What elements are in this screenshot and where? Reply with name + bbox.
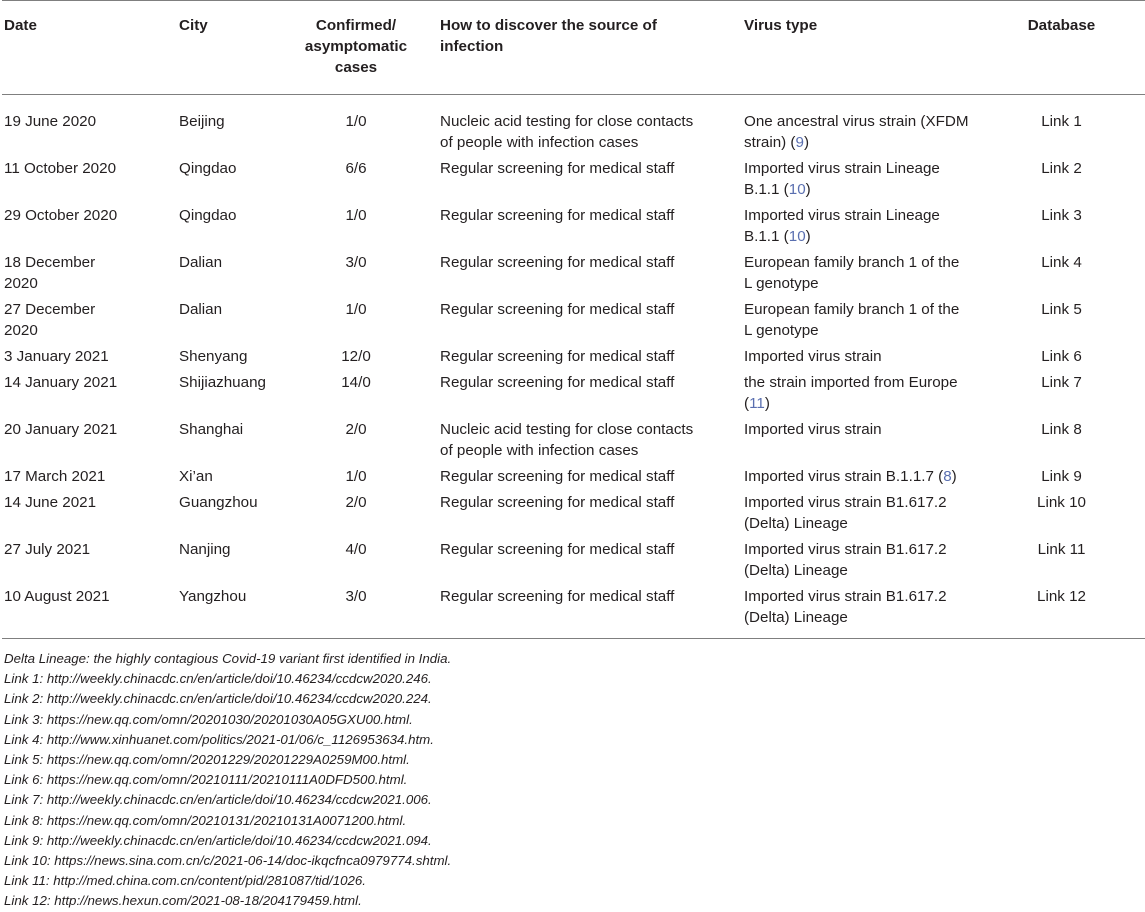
cell-date xyxy=(2,466,179,492)
cell-database-text: Link 8 xyxy=(1041,421,1082,438)
cell-city-text: Shijiazhuang xyxy=(179,374,266,391)
cell-cases-text: 1/0 xyxy=(345,301,367,318)
footnote-link: Link 7: http://weekly.chinacdc.cn/en/article/doi/10.46234/ccdcw2021.006. xyxy=(4,792,432,808)
table-container xyxy=(2,0,1143,912)
cell-how xyxy=(438,466,744,492)
cell-how-text: Nucleic acid testing for close contacts of people with infection cases xyxy=(440,113,694,151)
cell-how-text: Regular screening for medical staff xyxy=(440,541,675,558)
cell-database xyxy=(976,299,1145,346)
cell-virus-text xyxy=(744,252,969,294)
cell-how xyxy=(438,205,744,252)
virus-type-text: One ancestral virus strain (XFDM strain) ( xyxy=(744,113,969,151)
cell-database-text: Link 10 xyxy=(1037,494,1086,511)
virus-type-text: Imported virus strain B1.617.2 (Delta) Lineage xyxy=(744,541,947,579)
cell-virus xyxy=(744,158,976,205)
cell-date xyxy=(2,539,179,586)
cell-how-text: Regular screening for medical staff xyxy=(440,301,675,318)
header-date: Date xyxy=(4,17,37,34)
cell-cases-text: 1/0 xyxy=(345,468,367,485)
cell-database xyxy=(976,539,1145,586)
cell-cases-text: 6/6 xyxy=(345,160,367,177)
cell-cases xyxy=(274,299,438,346)
footnote-link: Link 6: https://new.qq.com/omn/20210111/20210111A0DFD500.html. xyxy=(4,772,408,788)
cell-database xyxy=(976,492,1145,539)
virus-type-text: Imported virus strain B.1.1.7 ( xyxy=(744,468,944,485)
cell-cases xyxy=(274,492,438,539)
table-header-row xyxy=(2,1,1145,95)
cell-database xyxy=(976,252,1145,299)
table-body xyxy=(2,95,1145,639)
virus-type-text: Imported virus strain xyxy=(744,348,882,365)
cell-virus xyxy=(744,205,976,252)
cell-how-text: Regular screening for medical staff xyxy=(440,374,675,391)
virus-type-text: the strain imported from Europe ( xyxy=(744,374,958,412)
cell-city-text: Dalian xyxy=(179,254,223,271)
cell-city xyxy=(179,492,274,539)
table-row xyxy=(2,419,1145,466)
cell-database xyxy=(976,419,1145,466)
cell-virus xyxy=(744,419,976,466)
table-row xyxy=(2,346,1145,372)
cell-cases xyxy=(274,158,438,205)
cell-database-text: Link 9 xyxy=(1041,468,1082,485)
cell-city-text: Yangzhou xyxy=(179,588,247,605)
cell-how-text: Nucleic acid testing for close contacts of people with infection cases xyxy=(440,421,694,459)
cell-cases xyxy=(274,252,438,299)
cell-virus xyxy=(744,466,976,492)
cell-how xyxy=(438,346,744,372)
cell-city xyxy=(179,346,274,372)
virus-type-text: Imported virus strain B1.617.2 (Delta) Lineage xyxy=(744,588,947,626)
footnote-link: Link 8: https://new.qq.com/omn/20210131/20210131A0071200.html. xyxy=(4,812,407,828)
reference-close-paren: ) xyxy=(803,134,809,151)
cell-database xyxy=(976,372,1145,419)
footnote-link: Link 12: http://news.hexun.com/2021-08-18/204179459.html. xyxy=(4,893,362,909)
cell-virus-text xyxy=(744,205,969,247)
cell-database xyxy=(976,346,1145,372)
cell-date-text: 10 August 2021 xyxy=(4,588,110,605)
reference-link[interactable]: 10 xyxy=(788,181,806,198)
footnote-link: Link 3: https://new.qq.com/omn/20201030/20201030A05GXU00.html. xyxy=(4,711,413,727)
footnote-link: Link 10: https://news.sina.com.cn/c/2021-06-14/doc-ikqcfnca0979774.shtml. xyxy=(4,853,452,869)
table-row xyxy=(2,492,1145,539)
footnote-link: Link 2: http://weekly.chinacdc.cn/en/article/doi/10.46234/ccdcw2020.224. xyxy=(4,691,432,707)
cell-virus xyxy=(744,586,976,639)
cell-how xyxy=(438,419,744,466)
cell-virus-text xyxy=(744,492,969,534)
cell-city xyxy=(179,205,274,252)
virus-type-text: Imported virus strain Lineage B.1.1 ( xyxy=(744,207,940,245)
outbreak-table xyxy=(2,0,1145,639)
cell-date-text: 27 December 2020 xyxy=(4,301,96,339)
cell-date xyxy=(2,492,179,539)
cell-virus-text xyxy=(744,299,969,341)
table-row xyxy=(2,586,1145,639)
reference-link[interactable]: 8 xyxy=(943,468,952,485)
cell-database-text: Link 3 xyxy=(1041,207,1082,224)
cell-virus-text xyxy=(744,158,969,200)
cell-virus xyxy=(744,252,976,299)
reference-link[interactable]: 11 xyxy=(749,395,765,412)
cell-city-text: Qingdao xyxy=(179,160,237,177)
cell-database-text: Link 6 xyxy=(1041,348,1082,365)
cell-how-text: Regular screening for medical staff xyxy=(440,254,675,271)
cell-how xyxy=(438,586,744,639)
cell-date-text: 29 October 2020 xyxy=(4,207,118,224)
cell-how-text: Regular screening for medical staff xyxy=(440,160,675,177)
cell-virus xyxy=(744,299,976,346)
cell-city-text: Qingdao xyxy=(179,207,237,224)
table-row xyxy=(2,299,1145,346)
cell-how xyxy=(438,492,744,539)
cell-city xyxy=(179,419,274,466)
cell-cases-text: 3/0 xyxy=(345,254,367,271)
header-cases xyxy=(274,1,438,95)
cell-database xyxy=(976,586,1145,639)
footnote-link: Link 11: http://med.china.com.cn/content/pid/281087/tid/1026. xyxy=(4,873,366,889)
reference-close-paren: ) xyxy=(805,228,811,245)
cell-virus-text xyxy=(744,419,969,440)
cell-date-text: 14 January 2021 xyxy=(4,374,118,391)
footnote-link: Link 1: http://weekly.chinacdc.cn/en/article/doi/10.46234/ccdcw2020.246. xyxy=(4,671,432,687)
cell-city xyxy=(179,586,274,639)
cell-how-text: Regular screening for medical staff xyxy=(440,348,675,365)
header-city: City xyxy=(179,17,208,34)
cell-city-text: Nanjing xyxy=(179,541,231,558)
cell-date xyxy=(2,252,179,299)
cell-virus xyxy=(744,346,976,372)
cell-how-text: Regular screening for medical staff xyxy=(440,588,675,605)
cell-how-text: Regular screening for medical staff xyxy=(440,207,675,224)
cell-date-text: 17 March 2021 xyxy=(4,468,106,485)
cell-virus-text xyxy=(744,372,969,414)
header-how xyxy=(438,1,744,95)
virus-type-text: Imported virus strain B1.617.2 (Delta) Lineage xyxy=(744,494,947,532)
footnote-link: Link 9: http://weekly.chinacdc.cn/en/article/doi/10.46234/ccdcw2021.094. xyxy=(4,832,432,848)
cell-date xyxy=(2,419,179,466)
cell-how xyxy=(438,158,744,205)
cell-how xyxy=(438,252,744,299)
cell-database xyxy=(976,158,1145,205)
table-row xyxy=(2,252,1145,299)
cell-cases-text: 1/0 xyxy=(345,113,367,130)
cell-database-text: Link 4 xyxy=(1041,254,1082,271)
cell-city xyxy=(179,466,274,492)
cell-date-text: 27 July 2021 xyxy=(4,541,91,558)
header-database: Database xyxy=(1027,17,1096,34)
cell-database-text: Link 12 xyxy=(1037,588,1086,605)
virus-type-text: Imported virus strain xyxy=(744,421,882,438)
cell-date xyxy=(2,299,179,346)
cell-city-text: Dalian xyxy=(179,301,223,318)
cell-date-text: 19 June 2020 xyxy=(4,113,97,130)
cell-database-text: Link 7 xyxy=(1041,374,1082,391)
cell-cases-text: 2/0 xyxy=(345,421,367,438)
cell-virus xyxy=(744,539,976,586)
cell-database-text: Link 11 xyxy=(1037,541,1086,558)
cell-database xyxy=(976,95,1145,159)
header-how-label: How to discover the source of infection xyxy=(440,17,657,55)
cell-city xyxy=(179,158,274,205)
cell-cases xyxy=(274,586,438,639)
cell-city-text: Shanghai xyxy=(179,421,244,438)
table-row xyxy=(2,205,1145,252)
cell-virus xyxy=(744,492,976,539)
cell-city xyxy=(179,252,274,299)
header-cases-label: Confirmed/ asymptomatic cases xyxy=(304,17,408,76)
cell-cases xyxy=(274,539,438,586)
cell-cases xyxy=(274,205,438,252)
cell-virus-text xyxy=(744,111,969,153)
reference-link[interactable]: 9 xyxy=(795,134,804,151)
cell-how-text: Regular screening for medical staff xyxy=(440,468,675,485)
cell-how-text: Regular screening for medical staff xyxy=(440,494,675,511)
cell-cases-text: 3/0 xyxy=(345,588,367,605)
reference-close-paren: ) xyxy=(951,468,957,485)
table-row xyxy=(2,466,1145,492)
cell-virus-text xyxy=(744,539,969,581)
cell-city-text: Xi’an xyxy=(179,468,213,485)
cell-how xyxy=(438,539,744,586)
table-row xyxy=(2,372,1145,419)
cell-cases xyxy=(274,95,438,159)
footnote-link: Link 5: https://new.qq.com/omn/20201229/20201229A0259M00.html. xyxy=(4,752,410,768)
footnotes xyxy=(2,649,1143,912)
cell-city xyxy=(179,372,274,419)
cell-cases-text: 4/0 xyxy=(345,541,367,558)
cell-cases-text: 12/0 xyxy=(341,348,371,365)
cell-cases-text: 14/0 xyxy=(341,374,371,391)
cell-virus-text xyxy=(744,466,969,487)
cell-cases-text: 1/0 xyxy=(345,207,367,224)
cell-database-text: Link 5 xyxy=(1041,301,1082,318)
cell-date xyxy=(2,158,179,205)
virus-type-text: European family branch 1 of the L genotype xyxy=(744,301,960,339)
cell-date xyxy=(2,586,179,639)
cell-city xyxy=(179,95,274,159)
cell-database-text: Link 1 xyxy=(1041,113,1082,130)
cell-city-text: Beijing xyxy=(179,113,225,130)
cell-date xyxy=(2,95,179,159)
cell-cases xyxy=(274,466,438,492)
cell-date xyxy=(2,205,179,252)
cell-virus xyxy=(744,372,976,419)
cell-cases xyxy=(274,419,438,466)
cell-city-text: Shenyang xyxy=(179,348,248,365)
cell-date xyxy=(2,346,179,372)
cell-virus-text xyxy=(744,346,969,367)
cell-virus xyxy=(744,95,976,159)
table-row xyxy=(2,95,1145,159)
reference-close-paren: ) xyxy=(805,181,811,198)
cell-city xyxy=(179,539,274,586)
reference-close-paren: ) xyxy=(764,395,770,412)
cell-how xyxy=(438,95,744,159)
table-row xyxy=(2,539,1145,586)
cell-database xyxy=(976,205,1145,252)
cell-virus-text xyxy=(744,586,969,628)
virus-type-text: European family branch 1 of the L genotype xyxy=(744,254,960,292)
table-row xyxy=(2,158,1145,205)
cell-date-text: 20 January 2021 xyxy=(4,421,118,438)
cell-cases xyxy=(274,372,438,419)
reference-link[interactable]: 10 xyxy=(788,228,806,245)
cell-date-text: 18 December 2020 xyxy=(4,254,96,292)
footnote-definition: Delta Lineage: the highly contagious Covid-19 variant first identified in India. xyxy=(4,651,452,666)
virus-type-text: Imported virus strain Lineage B.1.1 ( xyxy=(744,160,940,198)
cell-date xyxy=(2,372,179,419)
cell-city xyxy=(179,299,274,346)
cell-database xyxy=(976,466,1145,492)
cell-cases xyxy=(274,346,438,372)
cell-how xyxy=(438,299,744,346)
cell-date-text: 14 June 2021 xyxy=(4,494,97,511)
cell-city-text: Guangzhou xyxy=(179,494,258,511)
header-virus: Virus type xyxy=(744,17,818,34)
cell-date-text: 3 January 2021 xyxy=(4,348,109,365)
cell-database-text: Link 2 xyxy=(1041,160,1082,177)
cell-how xyxy=(438,372,744,419)
cell-cases-text: 2/0 xyxy=(345,494,367,511)
footnote-link: Link 4: http://www.xinhuanet.com/politics/2021-01/06/c_1126953634.htm. xyxy=(4,731,434,747)
cell-date-text: 11 October 2020 xyxy=(4,160,117,177)
